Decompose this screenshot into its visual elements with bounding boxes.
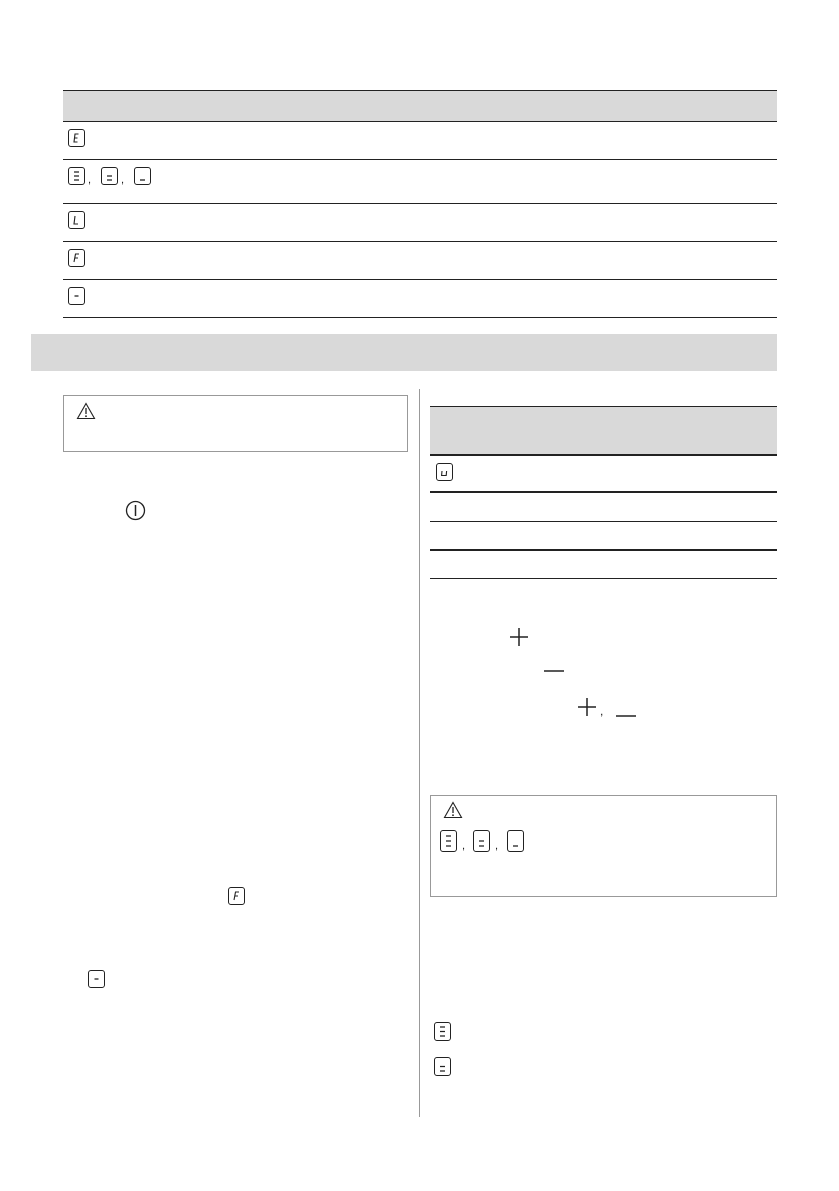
display-u-icon — [436, 463, 453, 481]
table2-row-rule — [430, 521, 777, 522]
table1-header-bottom-rule — [63, 121, 777, 122]
column-divider — [419, 389, 420, 1117]
display-F-icon — [68, 249, 85, 267]
separator-comma: , — [495, 840, 499, 852]
minus-icon — [543, 660, 565, 678]
warning-triangle-icon — [76, 402, 96, 425]
heat-level-mid-icon — [101, 167, 118, 185]
plus-icon — [509, 627, 529, 652]
table2-row-rule — [430, 491, 777, 493]
display-F-icon — [228, 887, 245, 905]
separator-comma: , — [462, 840, 466, 852]
power-icon — [125, 500, 146, 526]
table1-header-top-rule — [63, 90, 777, 91]
minus-icon — [615, 705, 637, 723]
heat-level-low-icon — [134, 167, 151, 185]
display-E-icon — [68, 129, 85, 147]
heat-level-low-icon — [507, 830, 524, 852]
display-dash-icon — [68, 287, 85, 305]
warning-box — [63, 395, 408, 452]
section-heading-band — [31, 334, 777, 371]
table1-row-rule — [63, 241, 777, 242]
table2-row-rule — [430, 549, 777, 551]
display-dash-icon — [88, 970, 105, 988]
heat-level-mid-icon — [473, 830, 490, 852]
heat-level-high-icon — [440, 830, 457, 852]
heat-level-high-icon — [434, 1022, 451, 1041]
heat-level-mid-icon — [434, 1057, 451, 1076]
table2-header-top-rule — [430, 406, 777, 407]
plus-icon — [577, 697, 597, 722]
table2-header-bottom-rule — [430, 454, 777, 456]
warning-triangle-icon — [443, 801, 463, 824]
separator-comma: , — [121, 174, 125, 186]
table2-bottom-rule — [430, 578, 777, 579]
table1-header — [63, 90, 777, 121]
separator-comma: , — [88, 174, 92, 186]
display-L-icon — [68, 211, 85, 229]
table1-row-rule — [63, 279, 777, 280]
table2-header — [430, 406, 777, 454]
table1-bottom-rule — [63, 317, 777, 318]
separator-comma: , — [600, 704, 604, 718]
table1-row-rule — [63, 159, 777, 160]
table1-row-rule — [63, 203, 777, 204]
heat-level-high-icon — [68, 167, 85, 185]
